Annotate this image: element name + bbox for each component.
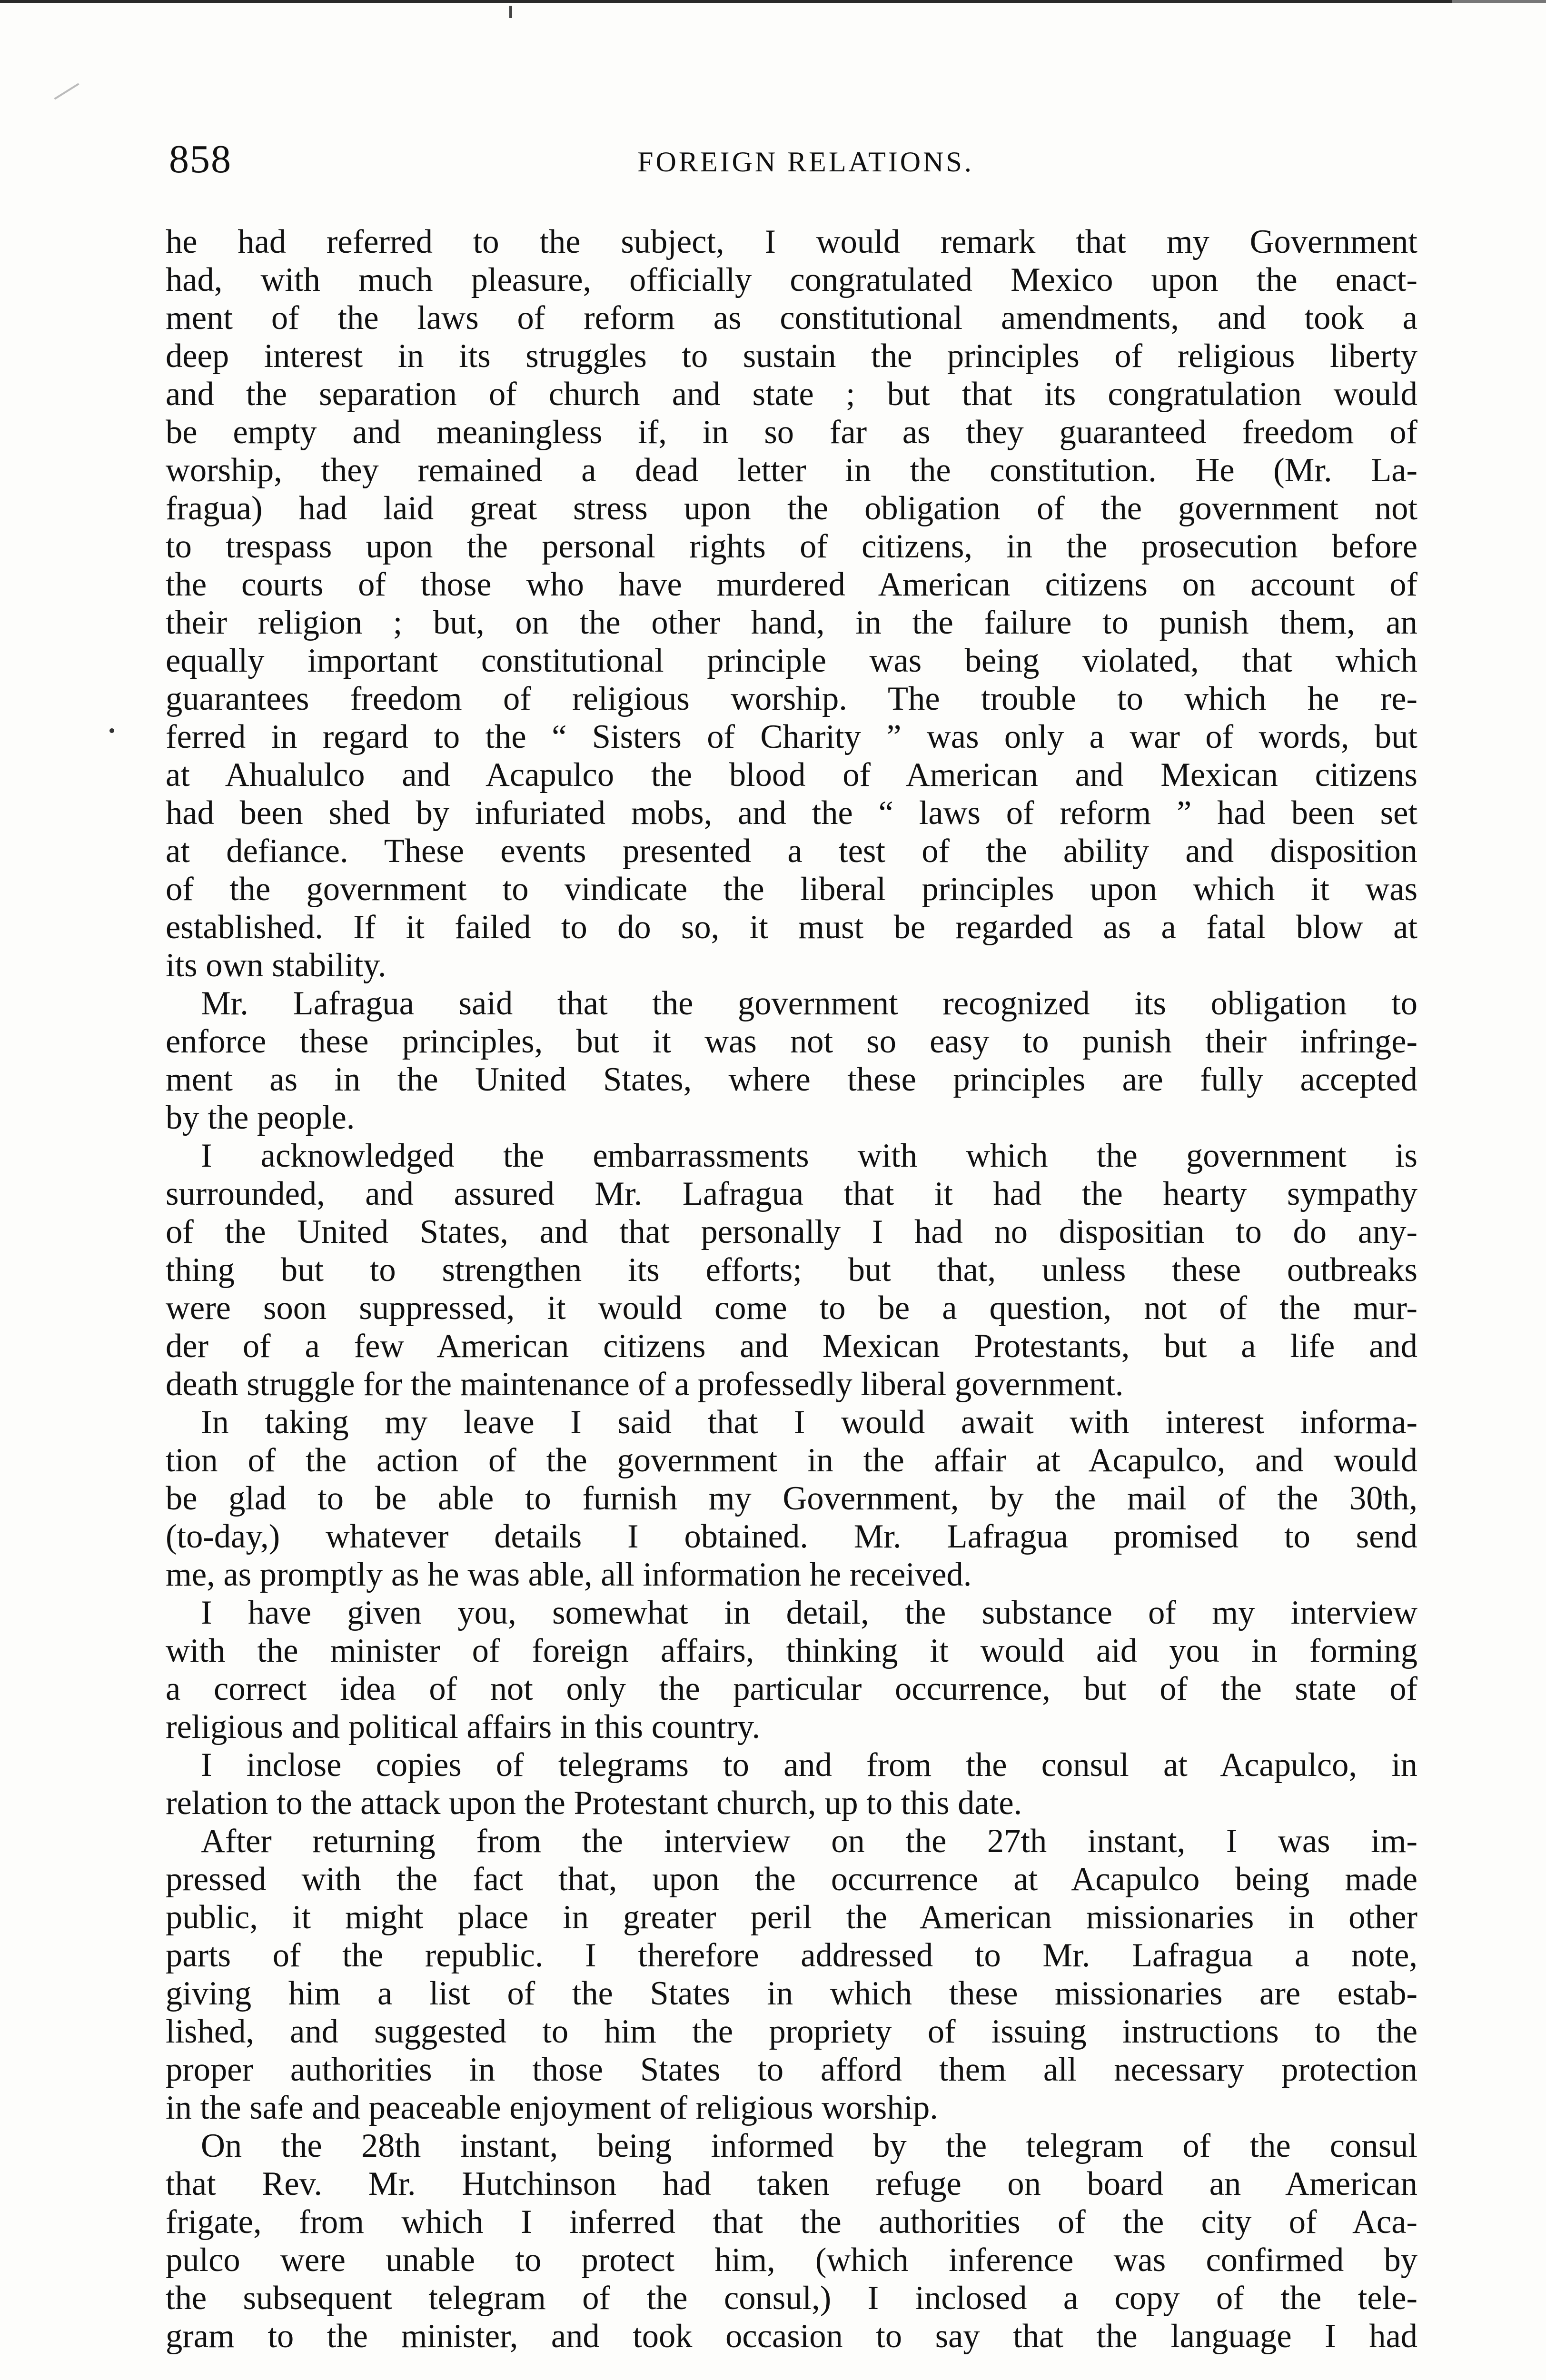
- running-head: FOREIGN RELATIONS.: [637, 146, 974, 178]
- text-line: in the safe and peaceable enjoyment of religious worship.: [166, 2089, 938, 2126]
- text-line: enforce these principles, but it was not so easy to punish their infringe-: [166, 1023, 1417, 1060]
- text-line: be glad to be able to furnish my Government, by the mail of the 30th,: [166, 1480, 1417, 1517]
- scan-edge-mark: [1452, 0, 1546, 3]
- text-line: the subsequent telegram of the consul,) I inclosed a copy of the tele-: [166, 2280, 1417, 2317]
- text-line: relation to the attack upon the Protestant church, up to this date.: [166, 1785, 1022, 1822]
- text-line: I inclose copies of telegrams to and from the consul at Acapulco, in: [201, 1746, 1417, 1784]
- margin-dot: [109, 728, 114, 733]
- text-line: public, it might place in greater peril the American missionaries in other: [166, 1899, 1417, 1936]
- text-line: After returning from the interview on the 27th instant, I was im-: [201, 1823, 1417, 1860]
- text-line: pulco were unable to protect him, (which inference was confirmed by: [166, 2241, 1417, 2279]
- text-line: with the minister of foreign affairs, thinking it would aid you in forming: [166, 1632, 1417, 1669]
- text-line: giving him a list of the States in which these missionaries are estab-: [166, 1975, 1417, 2012]
- scan-tick-mark: [509, 6, 512, 18]
- text-line: death struggle for the maintenance of a professedly liberal government.: [166, 1366, 1124, 1403]
- text-line: guarantees freedom of religious worship. The trouble to which he re-: [166, 680, 1417, 717]
- text-line: be empty and meaningless if, in so far as they guaranteed freedom of: [166, 414, 1417, 451]
- text-line: of the government to vindicate the liberal principles upon which it was: [166, 871, 1417, 908]
- text-line: In taking my leave I said that I would await with interest informa-: [201, 1404, 1417, 1441]
- text-line: at defiance. These events presented a test of the ability and disposition: [166, 833, 1417, 870]
- text-line: parts of the republic. I therefore addressed to Mr. Lafragua a note,: [166, 1937, 1417, 1974]
- margin-pencil-mark: [54, 83, 79, 99]
- text-line: proper authorities in those States to afford them all necessary protection: [166, 2051, 1417, 2088]
- page-number: 858: [169, 137, 232, 181]
- text-line: at Ahualulco and Acapulco the blood of American and Mexican citizens: [166, 756, 1417, 793]
- text-line: of the United States, and that personally I had no dispositian to do any-: [166, 1213, 1417, 1250]
- text-line: its own stability.: [166, 947, 386, 984]
- text-line: worship, they remained a dead letter in the constitution. He (Mr. La-: [166, 452, 1417, 489]
- scan-top-rule: [0, 0, 1546, 3]
- text-line: I have given you, somewhat in detail, the substance of my interview: [201, 1594, 1417, 1631]
- text-line: he had referred to the subject, I would remark that my Government: [166, 223, 1417, 260]
- text-line: me, as promptly as he was able, all information he received.: [166, 1556, 972, 1593]
- text-line: religious and political affairs in this country.: [166, 1708, 761, 1745]
- body-text: [166, 223, 1417, 2355]
- text-line: a correct idea of not only the particular occurrence, but of the state of: [166, 1670, 1417, 1707]
- text-line: I acknowledged the embarrassments with which the government is: [201, 1137, 1417, 1174]
- text-line: ferred in regard to the “ Sisters of Charity ” was only a war of words, but: [166, 718, 1417, 755]
- text-line: On the 28th instant, being informed by the telegram of the consul: [201, 2127, 1417, 2164]
- text-line: deep interest in its struggles to sustain the principles of religious liberty: [166, 337, 1417, 375]
- text-line: their religion ; but, on the other hand, in the failure to punish them, an: [166, 604, 1417, 641]
- text-line: the courts of those who have murdered American citizens on account of: [166, 566, 1417, 603]
- text-line: had, with much pleasure, officially congratulated Mexico upon the enact-: [166, 261, 1417, 298]
- page-header: [169, 136, 1414, 193]
- text-line: and the separation of church and state ; but that its congratulation would: [166, 376, 1417, 413]
- text-line: to trespass upon the personal rights of citizens, in the prosecution before: [166, 528, 1417, 565]
- text-line: that Rev. Mr. Hutchinson had taken refuge on board an American: [166, 2165, 1417, 2202]
- text-line: tion of the action of the government in the affair at Acapulco, and would: [166, 1442, 1417, 1479]
- text-line: thing but to strengthen its efforts; but that, unless these outbreaks: [166, 1251, 1417, 1289]
- text-line: established. If it failed to do so, it must be regarded as a fatal blow at: [166, 909, 1417, 946]
- text-line: (to-day,) whatever details I obtained. Mr. Lafragua promised to send: [166, 1518, 1417, 1555]
- text-line: der of a few American citizens and Mexican Protestants, but a life and: [166, 1328, 1417, 1365]
- text-line: lished, and suggested to him the propriety of issuing instructions to the: [166, 2013, 1417, 2050]
- text-line: Mr. Lafragua said that the government recognized its obligation to: [201, 985, 1417, 1022]
- text-line: frigate, from which I inferred that the authorities of the city of Aca-: [166, 2203, 1417, 2241]
- text-line: equally important constitutional principle was being violated, that which: [166, 642, 1417, 679]
- text-line: were soon suppressed, it would come to be a question, not of the mur-: [166, 1289, 1417, 1327]
- text-line: ment of the laws of reform as constitutional amendments, and took a: [166, 299, 1417, 337]
- text-line: had been shed by infuriated mobs, and the “ laws of reform ” had been set: [166, 794, 1417, 832]
- text-line: ment as in the United States, where these principles are fully accepted: [166, 1061, 1417, 1098]
- text-line: gram to the minister, and took occasion to say that the language I had: [166, 2318, 1417, 2355]
- text-line: by the people.: [166, 1099, 355, 1136]
- text-line: pressed with the fact that, upon the occurrence at Acapulco being made: [166, 1861, 1417, 1898]
- text-line: fragua) had laid great stress upon the obligation of the government not: [166, 490, 1417, 527]
- text-line: surrounded, and assured Mr. Lafragua that it had the hearty sympathy: [166, 1175, 1417, 1212]
